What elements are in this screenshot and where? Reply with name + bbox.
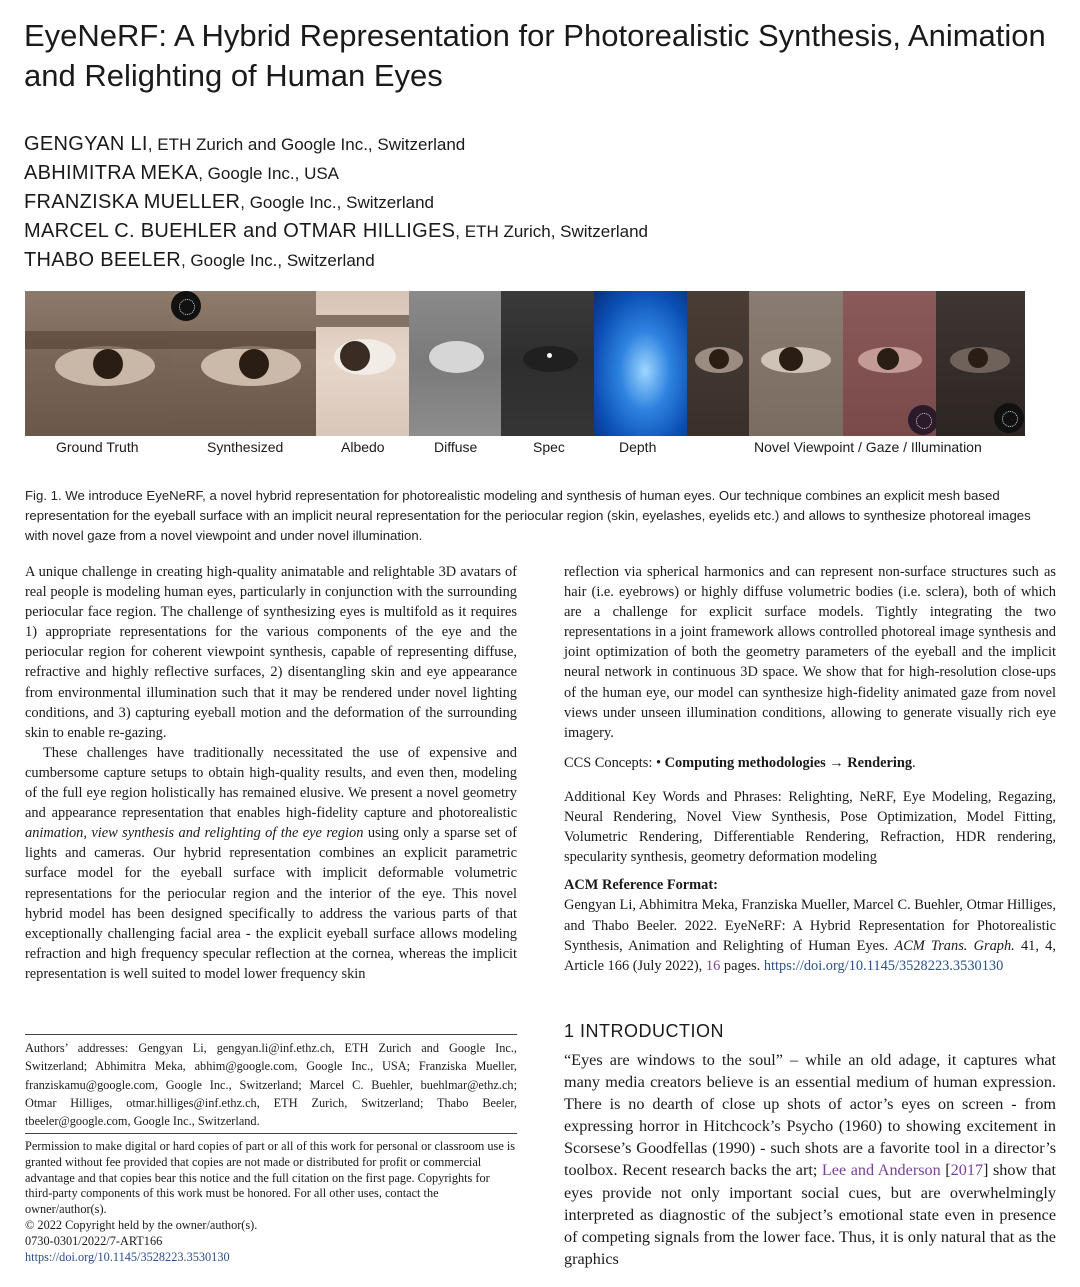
author-name: GENGYAN LI [24, 133, 148, 155]
label-ground-truth: Ground Truth [56, 439, 139, 455]
label-depth: Depth [619, 439, 657, 455]
reference-text: Gengyan Li, Abhimitra Meka, Franziska Mueller, Marcel C. Buehler, Otmar Hilliges, and Thabo Beeler. 2022. EyeNeRF: A Hybrid Representation for Photorealistic Synthesis, Animation and Relighting of Human Eyes. ACM Trans. Graph. 41, 4, Article 166 (July 2022), 16 pages. https://doi.org/10.1145/3528223.3530130 [564, 897, 1056, 974]
novel-view-image-2 [749, 291, 843, 436]
depth-image [594, 291, 687, 436]
section-heading-introduction: 1 INTRODUCTION [564, 1021, 724, 1041]
spec-image [501, 291, 594, 436]
keywords: Additional Key Words and Phrases: Relighting, NeRF, Eye Modeling, Regazing, Neural Rendering, Novel View Synthesis, Pose Optimization, Model Fitting, Volumetric Rendering, Differentiable Rendering, Refraction, HDR rendering, specularity synthesis, geometry deformation modeling [564, 788, 1056, 866]
figure-caption: Fig. 1. We introduce EyeNeRF, a novel hybrid representation for photorealistic modeling and synthesis of human eyes. Our technique combines an explicit mesh based representation for the eyeball surface with an implicit neural representation for the periocular region (skin, eyelashes, eyelids etc.) and allows to synthesize photoreal images with novel gaze from a novel viewpoint and under novel illumination. [25, 488, 1031, 543]
synthesized-image [171, 291, 316, 436]
teaser-figure [25, 291, 1055, 436]
environment-map-icon [908, 405, 936, 435]
camera-badge-icon [171, 291, 201, 321]
author-name: ABHIMITRA MEKA [24, 162, 199, 184]
figure-labels [25, 439, 1055, 459]
authors-addresses: Authors’ addresses: Gengyan Li, gengyan.li@inf.ethz.ch, ETH Zurich and Google Inc., Switzerland; Abhimitra Meka, abhim@google.com, Google Inc., USA; Franziska Mueller, franziskamu@google.com, Google Inc., Switzerland; Marcel C. Buehler, buehlmar@ethz.ch; Otmar Hilliges, otmar.hilliges@inf.ethz.ch, ETH Zurich, Switzerland; Thabo Beeler, tbeeler@google.com, Google Inc., Switzerland. [25, 1041, 517, 1129]
author-2 [24, 159, 1064, 188]
author-1 [24, 130, 1064, 159]
introduction-text: “Eyes are windows to the soul” – while an old adage, it captures what many media creators believe is an essential medium of human expression. There is no dearth of close up shots of actor’s eyes on screen - from expressing horror in Hitchcock’s Psycho (1960) to showing excitement in Scorsese’s Goodfellas (1990) - such shots are a favorite tool in a director’s toolbox. Recent research backs the art; Lee and Anderson [2017] show that eyes provide not only important social cues, but are overwhelmingly interpreted as diagnostic of the subject’s emotional state even in presence of competing signals from the lower face. Thus, it is only natural that as the graphics [564, 1051, 1057, 1268]
right-column [564, 562, 1056, 976]
permission-doi-link[interactable]: https://doi.org/10.1145/3528223.3530130 [25, 1249, 230, 1264]
novel-view-image-4 [936, 291, 1025, 436]
label-diffuse: Diffuse [434, 439, 478, 455]
abstract-continuation: reflection via spherical harmonics and can represent non-surface structures such as hair (i.e. eyebrows) or highly diffuse volumetric bodies (i.e. sclera), both of which are a challenge for explicit surface models. Tightly integrating the two representations in a joint framework allows controlled photoreal image synthesis and joint optimization of both the geometry parameters of the eyeball and the implicit neural network in continuous 3D space. We show that for high-resolution close-ups of the human eye, our model can synthesize high-fidelity animated gaze from novel views under unseen illumination conditions, allowing to generate visually rich eye imagery. [564, 564, 1056, 741]
author-list [24, 130, 1064, 275]
author-affiliation: , Google Inc., Switzerland [240, 193, 434, 212]
author-name: THABO BEELER [24, 249, 181, 271]
permission-divider [25, 1133, 517, 1134]
abstract-paragraph-2: These challenges have traditionally necessitated the use of expensive and cumbersome capture setups to obtain high-quality results, and even then, modeling of the full eye region holistically has remained elusive. We present a novel geometry and appearance representation that enables high-fidelity capture and photorealistic animation, view synthesis and relighting of the eye region using only a sparse set of lights and cameras. Our hybrid representation combines an explicit parametric surface model for the eyeball surface with implicit deformable volumetric representations for the periocular region and the interior of the eye. This novel hybrid model has been designed specifically to address the various parts of that exceptionally challenging facial area - the explicit eyeball surface allows modeling refraction and high frequency specular reflection at the cornea, whereas the implicit representation is well suited to model lower frequency skin [25, 744, 517, 982]
copyright-line: © 2022 Copyright held by the owner/author(s). [25, 1217, 258, 1232]
author-affiliation: , ETH Zurich, Switzerland [455, 222, 649, 241]
light-probe-icon [994, 403, 1024, 433]
ccs-concepts: CCS Concepts: • Computing methodologies → Rendering. [564, 754, 916, 771]
reference-heading: ACM Reference Format: [564, 877, 718, 894]
novel-view-image-3 [843, 291, 936, 436]
label-spec: Spec [533, 439, 565, 455]
author-4 [24, 217, 1064, 246]
author-5 [24, 246, 1064, 275]
issn-line: 0730-0301/2022/7-ART166 [25, 1233, 163, 1248]
left-column [25, 562, 517, 984]
albedo-image [316, 291, 409, 436]
reference-doi-link[interactable]: https://doi.org/10.1145/3528223.3530130 [763, 957, 1004, 974]
citation-authors-link[interactable]: Lee and Anderson [821, 1161, 941, 1180]
author-affiliation: , Google Inc., USA [198, 164, 340, 183]
label-synthesized: Synthesized [207, 439, 284, 455]
permission-notice [25, 1139, 517, 1265]
permission-text: Permission to make digital or hard copies of part or all of this work for personal or classroom use is granted without fee provided that copies are not made or distributed for profit or commercial advantage and that copies bear this notice and the full citation on the first page. Copyrights for third-party components of this work must be honored. For all other uses, contact the owner/author(s). [25, 1139, 516, 1217]
ground-truth-image [25, 291, 171, 436]
paper-title: EyeNeRF: A Hybrid Representation for Photorealistic Synthesis, Animation and Relighting of Human Eyes [24, 18, 1046, 93]
author-affiliation: , ETH Zurich and Google Inc., Switzerland [147, 135, 466, 154]
author-affiliation: , Google Inc., Switzerland [180, 251, 375, 270]
abstract-paragraph-1: A unique challenge in creating high-quality animatable and relightable 3D avatars of real people is modeling human eyes, particularly in conjunction with the surrounding periocular face region. The challenge of synthesizing eyes is multifold as it requires 1) appropriate representations for the various components of the eye and the periocular region for coherent viewpoint synthesis, capable of representing diffuse, refractive and highly reflective surfaces, 2) disentangling skin and eye appearance from environmental illumination such that it may be rendered under novel lighting conditions, and 3) capturing eyeball motion and the deformation of the surrounding skin to enable re-gazing. [25, 564, 517, 741]
pages-link[interactable]: 16 [705, 957, 721, 974]
abstract-emphasis: animation, view synthesis and relighting of the eye region [25, 825, 364, 842]
label-novel: Novel Viewpoint / Gaze / Illumination [754, 439, 982, 455]
citation-year-link[interactable]: 2017 [950, 1161, 984, 1180]
footnote-divider [25, 1034, 517, 1035]
author-name: FRANZISKA MUELLER [24, 191, 241, 213]
novel-view-image-1 [687, 291, 749, 436]
label-albedo: Albedo [341, 439, 385, 455]
diffuse-image [409, 291, 501, 436]
author-name: MARCEL C. BUEHLER and OTMAR HILLIGES [24, 220, 456, 242]
author-3 [24, 188, 1064, 217]
